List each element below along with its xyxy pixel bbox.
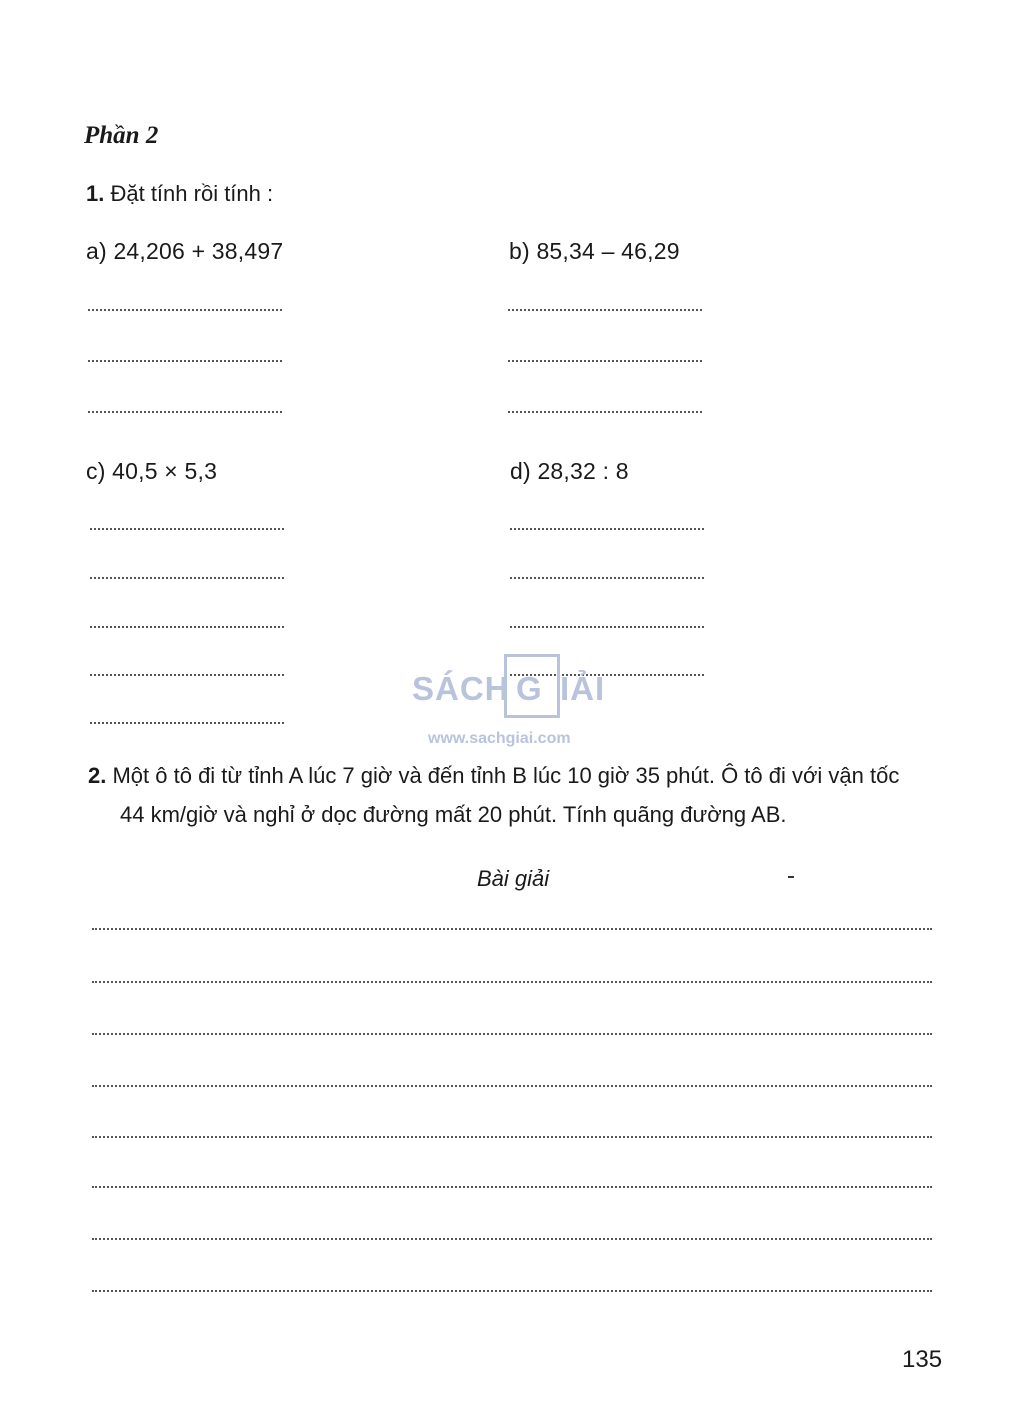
exercise-1a: a) 24,206 + 38,497 [86,238,284,264]
exercise-1c: c) 40,5 × 5,3 [86,458,218,484]
exercise-1-number: 1. [86,181,105,206]
watermark-text-right: IẢI [560,670,606,707]
watermark-logo [412,652,612,722]
watermark-url: www.sachgiai.com [428,730,571,747]
answer-line-1b-1 [508,309,702,311]
exercise-1-instruction: Đặt tính rồi tính : [104,181,274,206]
solution-line-6 [92,1186,932,1188]
exercise-2-line-1 [88,763,899,789]
answer-line-1c-3 [90,626,284,628]
exercise-1b: b) 85,34 – 46,29 [509,238,680,264]
exercise-1d: d) 28,32 : 8 [510,458,629,484]
answer-line-1a-3 [88,411,282,413]
solution-line-4 [92,1085,932,1087]
exercise-2-line-2: 44 km/giờ và nghỉ ở dọc đường mất 20 phút. Tính quãng đường AB. [120,802,787,827]
answer-line-1a-1 [88,309,282,311]
section-title: Phần 2 [84,122,159,149]
watermark-text-left: SÁCH [412,670,510,707]
scan-speck [788,876,794,878]
solution-line-3 [92,1033,932,1035]
solution-line-7 [92,1238,932,1240]
answer-line-1b-3 [508,411,702,413]
watermark-text-mid: G [516,670,543,707]
exercise-2-text-1: Một ô tô đi từ tỉnh A lúc 7 giờ và đến tỉnh B lúc 10 giờ 35 phút. Ô tô đi với vận tốc [106,763,900,788]
page-number: 135 [902,1346,943,1373]
solution-line-2 [92,981,932,983]
answer-line-1d-3 [510,626,704,628]
answer-line-1b-2 [508,360,702,362]
exercise-2-number: 2. [88,763,107,788]
answer-line-1c-5 [90,722,284,724]
answer-line-1c-1 [90,528,284,530]
answer-line-1d-2 [510,577,704,579]
answer-line-1c-2 [90,577,284,579]
solution-line-1 [92,928,932,930]
answer-line-1d-1 [510,528,704,530]
answer-line-1c-4 [90,674,284,676]
answer-line-1a-2 [88,360,282,362]
exercise-1-prompt [86,181,273,207]
solution-line-5 [92,1136,932,1138]
solution-title: Bài giải [477,866,550,891]
solution-line-8 [92,1290,932,1292]
